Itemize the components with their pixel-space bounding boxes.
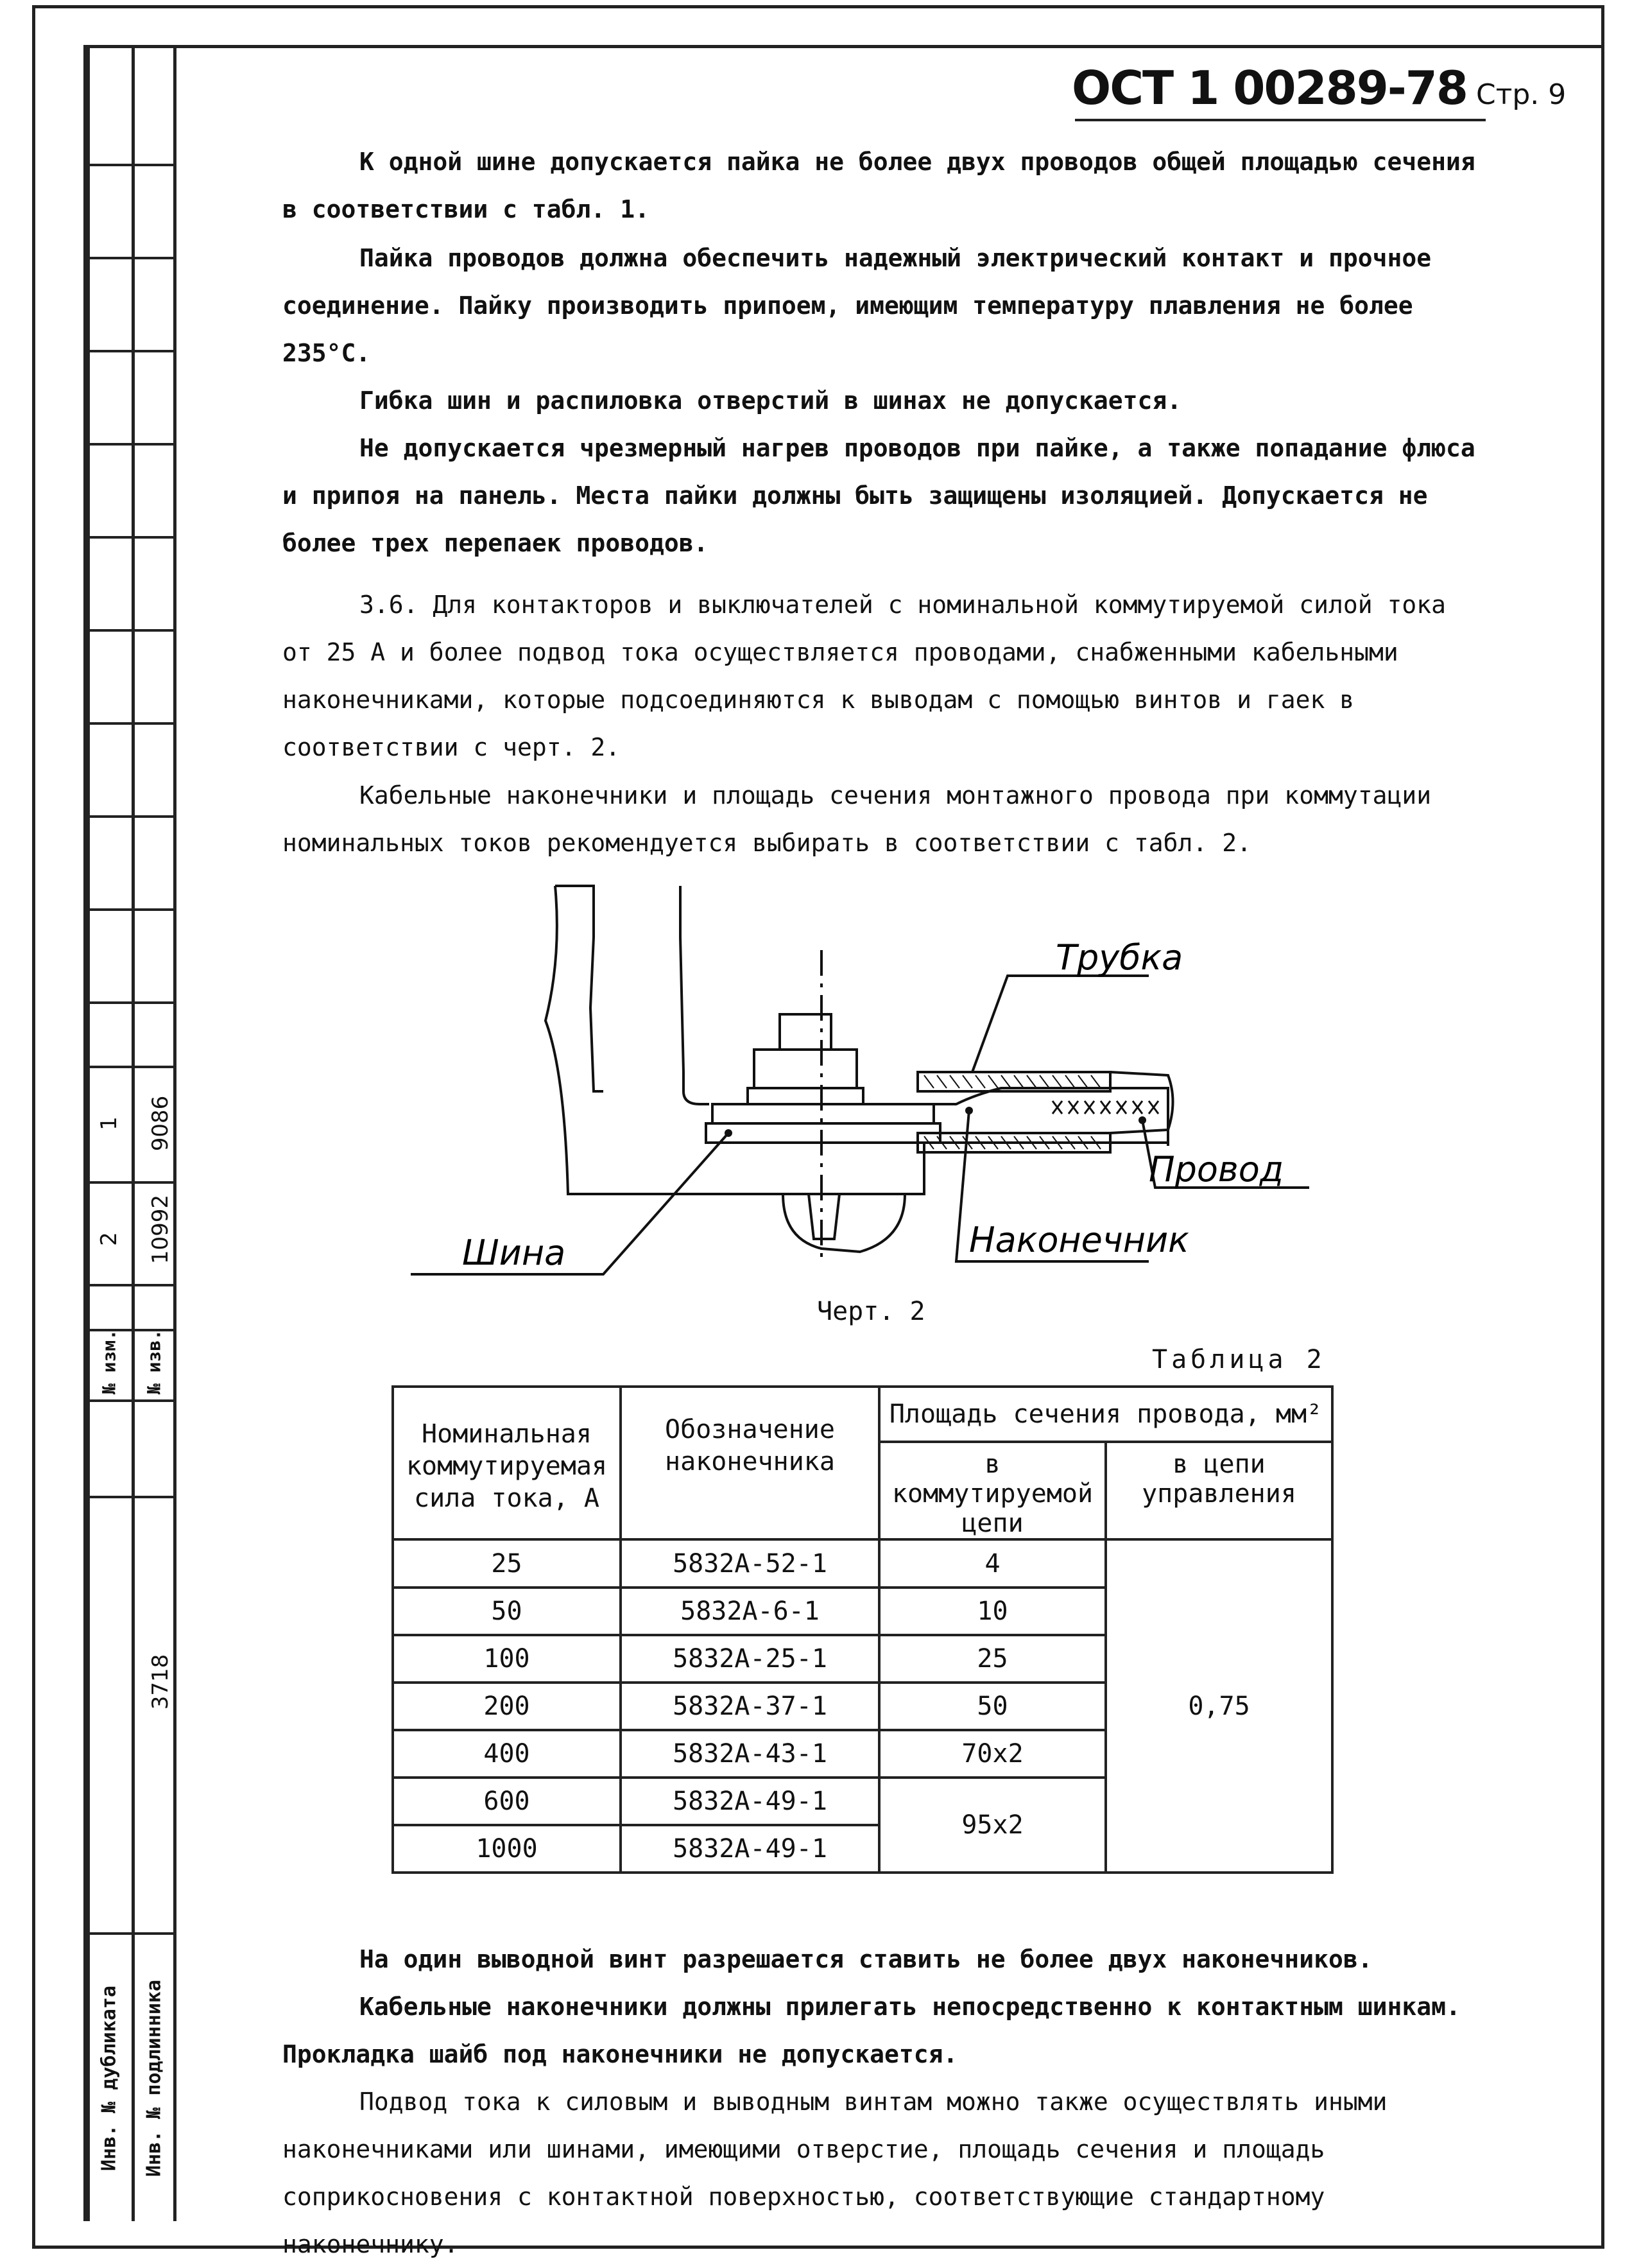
header-control-circuit: в цепи управления (1106, 1442, 1332, 1539)
margin-change-label: № изм. (98, 1329, 120, 1395)
margin-orig-label: Инв. № подлинника (142, 1979, 166, 2177)
cell-area: 95x2 (879, 1778, 1106, 1873)
margin-notice-label: № изв. (143, 1329, 165, 1395)
cell-current: 25 (393, 1539, 621, 1588)
label-tube: Трубка (1056, 937, 1183, 978)
figure-caption: Черт. 2 (817, 1297, 925, 1326)
doc-code: ОСТ 1 00289-78 (1072, 61, 1467, 115)
margin-notice-1: 9086 (148, 1095, 173, 1152)
cell-current: 200 (393, 1683, 621, 1730)
paragraph-no-bending: Гибка шин и распиловка отверстий в шинах не допускается. (359, 386, 1182, 415)
margin-change-2: 2 (96, 1232, 122, 1246)
header-current: Номинальная коммутируемая сила тока, А (393, 1387, 621, 1539)
margin-dup-label: Инв. № дубликата (98, 1986, 121, 2171)
page-header (1072, 61, 1566, 115)
margin-notice-2: 10992 (148, 1194, 173, 1265)
cell-current: 50 (393, 1588, 621, 1635)
cell-designation: 5832А-37-1 (621, 1683, 879, 1730)
cell-current: 1000 (393, 1825, 621, 1873)
paragraph-overheat: Не допускается чрезмерный нагрев проводов при пайке, а также попадание флюса и припоя на панель. Места пайки должны быть защищены изоляцией. Допускается не более трех перепаек проводов. (282, 434, 1475, 557)
header-rule (1075, 119, 1486, 121)
margin-inv-number: 3718 (148, 1654, 173, 1710)
paragraph-lug-contact: Кабельные наконечники должны прилегать непосредственно к контактным шинкам. Прокладка шайб под наконечники не допускается. (282, 1993, 1461, 2068)
cell-designation: 5832А-49-1 (621, 1825, 879, 1873)
header-switch-circuit: в коммутируемой цепи (879, 1442, 1106, 1539)
cell-current: 600 (393, 1778, 621, 1825)
page-label: Стр. 9 (1475, 78, 1567, 111)
margin-border (173, 45, 176, 2221)
cell-designation: 5832А-43-1 (621, 1730, 879, 1778)
cell-area: 70x2 (879, 1730, 1106, 1778)
table-2 (391, 1385, 1334, 1874)
cell-control-value: 0,75 (1106, 1539, 1332, 1873)
cell-designation: 5832А-25-1 (621, 1635, 879, 1683)
paragraph-solder-quality: Пайка проводов должна обеспечить надежный электрический контакт и прочное соединение. Пайку производить припоем, имеющим температуру плавления не более 235°С. (282, 244, 1432, 367)
header-area: Площадь сечения провода, мм² (879, 1387, 1332, 1442)
cell-current: 100 (393, 1635, 621, 1683)
paragraph-soldering-limit: К одной шине допускается пайка не более двух проводов общей площадью сечения в соответствии с табл. 1. (282, 148, 1475, 223)
cell-area: 25 (879, 1635, 1106, 1683)
cell-designation: 5832А-49-1 (621, 1778, 879, 1825)
table-title: Таблица 2 (1152, 1345, 1326, 1374)
paragraph-lug-selection: Кабельные наконечники и площадь сечения монтажного провода при коммутации номинальных токов рекомендуется выбирать в соответствии с табл. 2. (282, 781, 1432, 857)
cell-area: 4 (879, 1539, 1106, 1588)
cell-current: 400 (393, 1730, 621, 1778)
label-bus: Шина (462, 1233, 566, 1273)
cell-area: 50 (879, 1683, 1106, 1730)
drawing-chart-2 (411, 879, 1348, 1297)
header-designation: Обозначение наконечника (621, 1387, 879, 1539)
cell-area: 10 (879, 1588, 1106, 1635)
paragraph-two-lugs: На один выводной винт разрешается ставить не более двух наконечников. (359, 1945, 1373, 1973)
label-wire: Провод (1149, 1149, 1284, 1190)
cell-designation: 5832А-52-1 (621, 1539, 879, 1588)
label-lug: Наконечник (969, 1220, 1189, 1260)
paragraph-3-6: 3.6. Для контакторов и выключателей с номинальной коммутируемой силой тока от 25 А и более подвод тока осуществляется проводами, снабженными кабельными наконечниками, которые подсоединяются к выводам с помощью винтов и гаек в соответствии с черт. 2. (282, 591, 1446, 761)
margin-change-1: 1 (96, 1116, 122, 1130)
paragraph-alternative-lugs: Подвод тока к силовым и выводным винтам можно также осуществлять иными наконечниками или шинами, имеющими отверстие, площадь сечения и площадь соприкосновения с контактной поверхностью, соответствующие стандартному наконечнику. (282, 2088, 1388, 2258)
cell-designation: 5832А-6-1 (621, 1588, 879, 1635)
